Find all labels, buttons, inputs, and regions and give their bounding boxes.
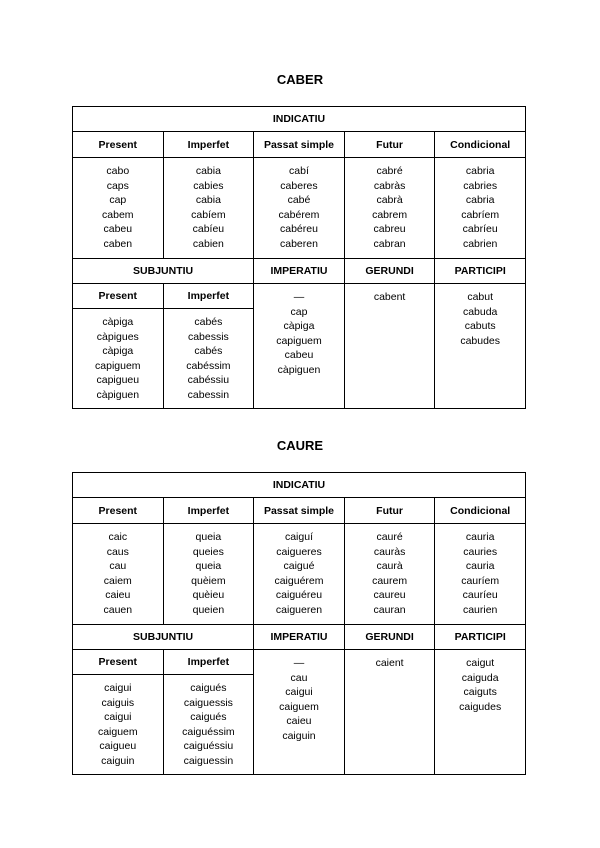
tense-header-present: Present [73,132,164,158]
form: càpiga [102,345,134,357]
tense-header-condicional: Condicional [435,132,526,158]
form: caigudes [459,700,502,713]
form: capigueu [96,374,140,386]
form: cabudes [460,334,501,347]
form: cabo [106,165,130,177]
form: càpiguen [96,388,140,401]
subjuntiu-tense-headers [73,284,526,309]
form: caiguéreu [275,589,323,601]
form: cau [109,560,127,572]
form: cauran [373,603,406,616]
form: quèieu [192,589,225,601]
form: queies [192,545,224,558]
form: cabí [289,165,309,177]
tense-header-futur: Futur [344,498,435,524]
forms-ind-imperfet [163,524,254,625]
form: cabéssiu [187,374,230,386]
form: cabíem [191,208,226,221]
form: cabran [373,237,406,250]
form: cabuda [462,305,498,318]
form: cabríem [461,208,500,221]
form: cabré [376,165,403,177]
indicatiu-row [73,107,526,132]
form: cabries [463,179,498,192]
forms-ind-imperfet [163,158,254,259]
form: caic [108,531,128,543]
form: cauen [103,603,133,616]
form: caigueres [276,545,322,558]
form: cabria [465,165,495,177]
forms-ind-present [73,158,164,259]
subjuntiu-header: SUBJUNTIU [73,625,254,650]
form: caurien [462,603,498,616]
form: caurà [376,560,403,572]
mood-headers-row [73,625,526,650]
forms-ind-futur [344,158,435,259]
form: cabuts [464,320,496,332]
form: cauria [465,531,495,543]
imperatiu-header: IMPERATIU [254,625,345,650]
form: cauríeu [462,589,498,601]
form: — [293,657,305,669]
form: cabés [194,345,223,357]
form: caberes [280,179,318,192]
form: cauré [376,531,403,543]
form: caigut [466,657,495,669]
form: caient [375,657,404,669]
form: caiguis [101,696,135,709]
form: caigueu [99,740,137,752]
indicatiu-header: INDICATIU [73,107,526,132]
form: — [293,291,305,303]
form: caigués [190,682,227,694]
form: cauries [463,545,498,558]
form: capiguem [95,359,141,372]
tense-header-imperfet: Imperfet [163,132,254,158]
form: caigueren [275,603,323,616]
participi-header: PARTICIPI [435,259,526,284]
indicatiu-tense-headers [73,132,526,158]
form: cabia [195,165,221,177]
forms-gerundi [344,650,435,775]
forms-sub-present [73,309,164,409]
form: cabíeu [192,223,225,235]
form: cabrem [372,208,408,221]
conjugation-table-caure [72,472,526,775]
form: cauràs [373,545,406,558]
indicatiu-tense-headers [73,498,526,524]
forms-sub-present [73,675,164,775]
form: cau [290,671,308,684]
form: càpiguen [277,363,321,376]
form: caus [106,545,129,558]
form: cabé [287,194,311,206]
form: càpiga [102,316,134,328]
form: caiem [103,574,132,587]
form: caiguin [282,729,316,742]
forms-participi [435,650,526,775]
form: cabeu [284,349,314,361]
indicatiu-header: INDICATIU [73,473,526,498]
form: capiguem [276,334,322,347]
sub-tense-header-imperfet: Imperfet [163,284,254,309]
form: caiguem [279,700,319,713]
form: cabreu [373,223,406,235]
forms-imperatiu [254,650,345,775]
form: cabies [193,179,224,192]
form: caiguin [101,754,135,767]
sub-tense-header-present: Present [73,284,164,309]
form: caureu [373,589,406,601]
form: cabrien [462,237,498,250]
form: cap [109,194,127,206]
form: caiguessis [183,696,233,709]
form: càpigues [96,330,139,343]
tense-header-passat-simple: Passat simple [254,132,345,158]
subjuntiu-tense-headers [73,650,526,675]
indicatiu-forms-row [73,158,526,259]
form: cabeu [103,223,133,235]
form: caiguts [463,686,497,698]
imperatiu-header: IMPERATIU [254,259,345,284]
form: caiguérem [274,574,324,587]
forms-participi [435,284,526,409]
forms-gerundi [344,284,435,409]
conjugation-table-caber [72,106,526,409]
form: càpiga [283,320,315,332]
form: queien [192,603,225,616]
form: cabessis [187,330,229,343]
form: caigui [104,711,132,723]
form: caigui [104,682,132,694]
subjuntiu-header: SUBJUNTIU [73,259,254,284]
form: caiguessin [183,754,234,767]
form: caurem [372,574,408,587]
form: cauria [465,560,495,572]
indicatiu-forms-row [73,524,526,625]
tense-header-condicional: Condicional [435,498,526,524]
form: caben [103,237,133,250]
form: queia [195,560,222,572]
form: caigué [283,560,315,572]
forms-ind-passat-simple [254,158,345,259]
form: quèiem [191,574,226,587]
forms-sub-imperfet [163,309,254,409]
form: caiguem [97,725,138,738]
tense-header-present: Present [73,498,164,524]
forms-imperatiu [254,284,345,409]
form: cabràs [373,179,406,192]
form: caiguéssiu [183,740,234,752]
participi-header: PARTICIPI [435,625,526,650]
form: cabrà [376,194,403,206]
verb-title-caure: CAURE [276,438,324,453]
form: caigui [285,686,313,698]
form: caieu [286,715,312,727]
form: cabem [102,208,134,221]
sub-tense-header-imperfet: Imperfet [163,650,254,675]
forms-ind-condicional [435,158,526,259]
form: caberen [280,237,318,250]
forms-ind-futur [344,524,435,625]
sub-tense-header-present: Present [73,650,164,675]
tense-header-futur: Futur [344,132,435,158]
form: caieu [105,589,131,601]
form: caiguda [461,671,499,684]
form: cabria [465,194,495,206]
form: cabia [195,194,221,206]
forms-sub-imperfet [163,675,254,775]
form: caiguí [284,531,313,543]
tense-header-imperfet: Imperfet [163,498,254,524]
form: cauríem [461,574,500,587]
form: cabut [467,291,494,303]
form: cabessin [187,388,230,401]
form: cabérem [278,208,320,221]
indicatiu-row [73,473,526,498]
gerundi-header: GERUNDI [344,259,435,284]
forms-ind-passat-simple [254,524,345,625]
form: caigués [190,711,227,723]
form: caps [106,179,129,192]
form: cabent [373,291,406,303]
tense-header-passat-simple: Passat simple [254,498,345,524]
form: cabés [194,316,223,328]
form: queia [195,531,222,543]
form: caiguéssim [182,725,235,738]
form: cabéreu [280,223,318,235]
form: cabien [192,237,224,250]
verb-title-caber: CABER [276,72,324,87]
forms-ind-condicional [435,524,526,625]
forms-ind-present [73,524,164,625]
mood-headers-row [73,259,526,284]
form: cabéssim [186,359,231,372]
form: cabríeu [462,223,498,235]
gerundi-header: GERUNDI [344,625,435,650]
form: cap [290,305,308,318]
